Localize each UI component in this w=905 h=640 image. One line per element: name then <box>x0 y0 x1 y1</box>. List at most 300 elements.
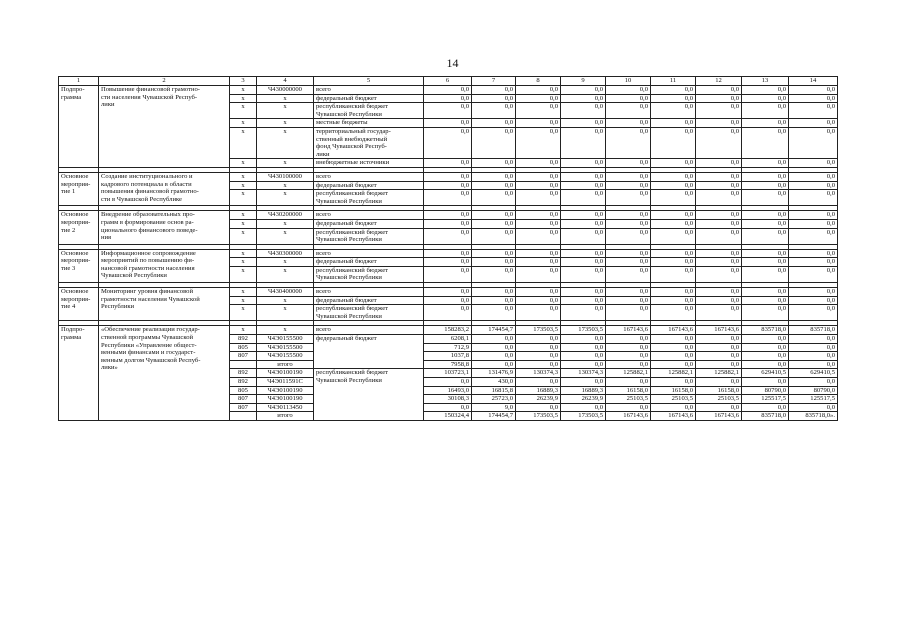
value-cell: 0,0 <box>742 172 789 181</box>
value-cell: 6208,1 <box>424 335 472 344</box>
value-cell: 0,0 <box>472 172 516 181</box>
column-number-header: 2 <box>99 77 230 86</box>
value-cell: 0,0 <box>606 127 651 158</box>
gov-code-cell: 807 <box>230 403 257 412</box>
value-cell: 0,0 <box>561 127 606 158</box>
value-cell: 0,0 <box>606 94 651 103</box>
value-cell: 0,0 <box>742 296 789 305</box>
value-cell: 0,0 <box>696 211 742 220</box>
gov-code-cell: х <box>230 266 257 282</box>
value-cell: 0,0 <box>472 228 516 244</box>
value-cell: 0,0 <box>742 86 789 95</box>
target-article-cell: х <box>257 127 314 158</box>
value-cell: 173503,5 <box>561 412 606 421</box>
target-article-cell: х <box>257 266 314 282</box>
target-article-cell: х <box>257 94 314 103</box>
column-number-header: 10 <box>606 77 651 86</box>
value-cell: 0,0 <box>606 190 651 206</box>
target-article-cell: Ч4Э0155500 <box>257 343 314 352</box>
target-article-cell: Ч4Э0155500 <box>257 335 314 344</box>
value-cell: 0,0 <box>472 211 516 220</box>
value-cell: 0,0 <box>516 360 561 369</box>
value-cell: 0,0 <box>696 86 742 95</box>
target-article-cell: х <box>257 103 314 119</box>
value-cell: 16158,0 <box>606 386 651 395</box>
value-cell: 30108,3 <box>424 395 472 404</box>
value-cell: 0,0 <box>789 94 838 103</box>
item-type-cell: Подпро- грамма <box>59 86 99 168</box>
value-cell: 167143,6 <box>606 326 651 335</box>
value-cell: 130374,3 <box>516 369 561 378</box>
value-cell: 0,0 <box>472 335 516 344</box>
item-type-cell: Основное мероприя- тие 1 <box>59 172 99 205</box>
value-cell: 26239,9 <box>561 395 606 404</box>
value-cell: 0,0 <box>789 378 838 387</box>
value-cell: 0,0 <box>789 343 838 352</box>
value-cell: 173503,5 <box>561 326 606 335</box>
column-number-header: 7 <box>472 77 516 86</box>
gov-code-cell <box>230 412 257 421</box>
value-cell: 0,0 <box>696 343 742 352</box>
value-cell: 0,0 <box>651 181 696 190</box>
target-article-cell: Ч4Э0100190 <box>257 395 314 404</box>
value-cell: 0,0 <box>606 378 651 387</box>
value-cell: 0,0 <box>606 211 651 220</box>
table-row <box>59 249 838 258</box>
column-number-header: 11 <box>651 77 696 86</box>
value-cell: 0,0 <box>561 211 606 220</box>
value-cell: 0,0 <box>606 335 651 344</box>
target-article-cell: Ч4Э0113450 <box>257 403 314 412</box>
value-cell: 0,0 <box>424 211 472 220</box>
value-cell: 0,0 <box>424 86 472 95</box>
value-cell: 0,0 <box>606 86 651 95</box>
value-cell: 0,0 <box>789 258 838 267</box>
value-cell: 0,0 <box>789 288 838 297</box>
value-cell: 130374,3 <box>561 369 606 378</box>
value-cell: 0,0 <box>742 360 789 369</box>
value-cell: 0,0 <box>651 288 696 297</box>
gov-code-cell: х <box>230 249 257 258</box>
value-cell: 0,0 <box>516 352 561 361</box>
value-cell: 0,0 <box>651 296 696 305</box>
item-type-cell: Основное мероприя- тие 2 <box>59 211 99 244</box>
value-cell: 25103,5 <box>651 395 696 404</box>
value-cell: 0,0 <box>561 172 606 181</box>
value-cell: 0,0 <box>424 181 472 190</box>
value-cell: 0,0 <box>606 119 651 128</box>
value-cell: 125882,1 <box>606 369 651 378</box>
value-cell: 0,0 <box>516 181 561 190</box>
value-cell: 0,0 <box>651 172 696 181</box>
gov-code-cell: х <box>230 181 257 190</box>
funding-source-cell: республиканский бюджет Чувашской Республики <box>314 305 424 321</box>
value-cell: 0,0 <box>742 249 789 258</box>
value-cell: 0,0 <box>651 127 696 158</box>
value-cell: 0,0 <box>742 403 789 412</box>
value-cell: 0,0 <box>696 378 742 387</box>
target-article-cell: итого <box>257 412 314 421</box>
value-cell: 0,0 <box>516 335 561 344</box>
value-cell: 16889,3 <box>516 386 561 395</box>
value-cell: 0,0 <box>651 219 696 228</box>
target-article-cell: Ч4Э0155500 <box>257 352 314 361</box>
value-cell: 0,0 <box>606 288 651 297</box>
value-cell: 835718,0». <box>789 412 838 421</box>
value-cell: 0,0 <box>606 305 651 321</box>
value-cell: 0,0 <box>561 159 606 168</box>
value-cell: 0,0 <box>696 249 742 258</box>
target-article-cell: х <box>257 119 314 128</box>
value-cell: 0,0 <box>516 378 561 387</box>
value-cell: 0,0 <box>516 249 561 258</box>
gov-code-cell: х <box>230 228 257 244</box>
target-article-cell: х <box>257 326 314 335</box>
value-cell: 0,0 <box>696 119 742 128</box>
value-cell: 167143,6 <box>696 412 742 421</box>
value-cell: 0,0 <box>651 119 696 128</box>
value-cell: 25723,0 <box>472 395 516 404</box>
gov-code-cell: х <box>230 219 257 228</box>
value-cell: 0,0 <box>472 190 516 206</box>
value-cell: 0,0 <box>789 403 838 412</box>
value-cell: 835718,0 <box>742 326 789 335</box>
gov-code-cell: 805 <box>230 386 257 395</box>
target-article-cell: х <box>257 296 314 305</box>
value-cell: 0,0 <box>472 219 516 228</box>
value-cell: 0,0 <box>472 288 516 297</box>
value-cell: 0,0 <box>606 249 651 258</box>
value-cell: 0,0 <box>606 103 651 119</box>
value-cell: 0,0 <box>424 305 472 321</box>
value-cell: 0,0 <box>696 228 742 244</box>
value-cell: 0,0 <box>516 211 561 220</box>
value-cell: 0,0 <box>696 296 742 305</box>
value-cell: 0,0 <box>742 352 789 361</box>
value-cell: 0,0 <box>424 190 472 206</box>
value-cell: 0,0 <box>424 378 472 387</box>
value-cell: 0,0 <box>651 352 696 361</box>
value-cell: 0,0 <box>696 360 742 369</box>
value-cell: 0,0 <box>561 296 606 305</box>
item-name-cell: Информационное сопровождение мероприятий по повышению фи- нансовой грамотности населения Чувашской Республики <box>99 249 230 282</box>
page-number: 14 <box>446 56 459 70</box>
value-cell: 0,0 <box>516 296 561 305</box>
value-cell: 0,0 <box>789 305 838 321</box>
value-cell: 0,0 <box>472 159 516 168</box>
value-cell: 0,0 <box>696 305 742 321</box>
gov-code-cell: х <box>230 296 257 305</box>
header-row <box>59 77 838 86</box>
gov-code-cell: х <box>230 86 257 95</box>
value-cell: 0,0 <box>651 266 696 282</box>
value-cell: 0,0 <box>424 94 472 103</box>
target-article-cell: Ч430300000 <box>257 249 314 258</box>
value-cell: 0,0 <box>789 211 838 220</box>
value-cell: 0,0 <box>516 258 561 267</box>
column-number-header: 1 <box>59 77 99 86</box>
value-cell: 0,0 <box>742 159 789 168</box>
value-cell: 0,0 <box>561 343 606 352</box>
value-cell: 0,0 <box>561 103 606 119</box>
value-cell: 0,0 <box>516 172 561 181</box>
value-cell: 0,0 <box>789 159 838 168</box>
gov-code-cell: х <box>230 159 257 168</box>
value-cell: 0,0 <box>472 103 516 119</box>
value-cell: 0,0 <box>424 258 472 267</box>
value-cell: 0,0 <box>606 343 651 352</box>
target-article-cell: Ч4Э011591С <box>257 378 314 387</box>
funding-source-cell: республиканский бюджет Чувашской Республики <box>314 103 424 119</box>
value-cell: 0,0 <box>651 190 696 206</box>
value-cell: 0,0 <box>424 103 472 119</box>
column-number-header: 12 <box>696 77 742 86</box>
value-cell: 16815,8 <box>472 386 516 395</box>
value-cell: 0,0 <box>651 305 696 321</box>
value-cell: 0,0 <box>696 181 742 190</box>
value-cell: 0,0 <box>696 103 742 119</box>
column-number-header: 5 <box>314 77 424 86</box>
funding-source-cell: всего <box>314 288 424 297</box>
table-row <box>59 288 838 297</box>
value-cell: 0,0 <box>696 335 742 344</box>
value-cell: 0,0 <box>651 249 696 258</box>
value-cell: 0,0 <box>742 228 789 244</box>
value-cell: 0,0 <box>424 228 472 244</box>
value-cell: 0,0 <box>742 190 789 206</box>
funding-source-cell: федеральный бюджет <box>314 258 424 267</box>
value-cell: 0,0 <box>651 94 696 103</box>
value-cell: 629410,5 <box>789 369 838 378</box>
value-cell: 167143,6 <box>651 412 696 421</box>
value-cell: 0,0 <box>651 228 696 244</box>
gov-code-cell: х <box>230 127 257 158</box>
value-cell: 0,0 <box>651 335 696 344</box>
funding-source-cell: всего <box>314 326 424 335</box>
value-cell: 0,0 <box>789 266 838 282</box>
value-cell: 0,0 <box>424 403 472 412</box>
value-cell: 0,0 <box>424 288 472 297</box>
value-cell: 0,0 <box>742 343 789 352</box>
target-article-cell: Ч430100000 <box>257 172 314 181</box>
column-number-header: 9 <box>561 77 606 86</box>
value-cell: 80790,0 <box>742 386 789 395</box>
value-cell: 0,0 <box>742 288 789 297</box>
value-cell: 0,0 <box>424 159 472 168</box>
value-cell: 0,0 <box>516 403 561 412</box>
value-cell: 167143,6 <box>606 412 651 421</box>
value-cell: 0,0 <box>606 296 651 305</box>
value-cell: 167143,6 <box>651 326 696 335</box>
gov-code-cell: 807 <box>230 352 257 361</box>
funding-source-cell: всего <box>314 172 424 181</box>
value-cell: 835718,0 <box>742 412 789 421</box>
funding-source-cell: республиканский бюджет Чувашской Республики <box>314 266 424 282</box>
value-cell: 0,0 <box>789 296 838 305</box>
value-cell: 0,0 <box>789 352 838 361</box>
value-cell: 0,0 <box>742 94 789 103</box>
value-cell: 0,0 <box>561 94 606 103</box>
value-cell: 0,0 <box>742 119 789 128</box>
item-name-cell: Мониторинг уровня финансовой грамотности населения Чувашской Республики <box>99 288 230 321</box>
value-cell: 0,0 <box>516 228 561 244</box>
target-article-cell: х <box>257 219 314 228</box>
value-cell: 0,0 <box>742 103 789 119</box>
value-cell: 0,0 <box>472 119 516 128</box>
gov-code-cell: х <box>230 288 257 297</box>
value-cell: 0,0 <box>789 360 838 369</box>
target-article-cell: х <box>257 258 314 267</box>
value-cell: 0,0 <box>561 352 606 361</box>
value-cell: 9,0 <box>472 403 516 412</box>
value-cell: 16158,0 <box>651 386 696 395</box>
value-cell: 0,0 <box>516 343 561 352</box>
target-article-cell: Ч4Э0100190 <box>257 369 314 378</box>
value-cell: 0,0 <box>651 258 696 267</box>
value-cell: 0,0 <box>742 305 789 321</box>
column-number-header: 6 <box>424 77 472 86</box>
item-type-cell: Подпро- грамма <box>59 326 99 421</box>
value-cell: 0,0 <box>789 119 838 128</box>
value-cell: 125882,1 <box>651 369 696 378</box>
value-cell: 0,0 <box>472 181 516 190</box>
value-cell: 430,0 <box>472 378 516 387</box>
gov-code-cell: х <box>230 119 257 128</box>
value-cell: 0,0 <box>472 352 516 361</box>
gov-code-cell: 807 <box>230 395 257 404</box>
gov-code-cell: х <box>230 326 257 335</box>
value-cell: 0,0 <box>561 258 606 267</box>
value-cell: 0,0 <box>561 360 606 369</box>
value-cell: 0,0 <box>472 296 516 305</box>
value-cell: 80790,0 <box>789 386 838 395</box>
value-cell: 0,0 <box>424 119 472 128</box>
table-row <box>59 86 838 95</box>
funding-source-cell: всего <box>314 249 424 258</box>
value-cell: 0,0 <box>606 403 651 412</box>
value-cell: 0,0 <box>424 172 472 181</box>
funding-source-cell: федеральный бюджет <box>314 335 424 369</box>
gov-code-cell: х <box>230 172 257 181</box>
value-cell: 0,0 <box>696 403 742 412</box>
value-cell: 0,0 <box>651 343 696 352</box>
value-cell: 0,0 <box>424 266 472 282</box>
value-cell: 0,0 <box>424 249 472 258</box>
value-cell: 0,0 <box>789 172 838 181</box>
funding-source-cell: территориальный государ- ственный внебюджетный фонд Чувашской Респуб- лики <box>314 127 424 158</box>
value-cell: 0,0 <box>516 127 561 158</box>
value-cell: 0,0 <box>696 159 742 168</box>
value-cell: 0,0 <box>696 127 742 158</box>
value-cell: 0,0 <box>651 86 696 95</box>
value-cell: 150324,4 <box>424 412 472 421</box>
funding-source-cell: республиканский бюджет Чувашской Республики <box>314 369 424 421</box>
value-cell: 0,0 <box>561 86 606 95</box>
funding-source-cell: федеральный бюджет <box>314 181 424 190</box>
table-row <box>59 172 838 181</box>
gov-code-cell: х <box>230 190 257 206</box>
value-cell: 0,0 <box>516 94 561 103</box>
funding-source-cell: местные бюджеты <box>314 119 424 128</box>
gov-code-cell: х <box>230 305 257 321</box>
value-cell: 0,0 <box>472 360 516 369</box>
funding-source-cell: федеральный бюджет <box>314 296 424 305</box>
value-cell: 0,0 <box>516 219 561 228</box>
value-cell: 0,0 <box>696 190 742 206</box>
table-row <box>59 211 838 220</box>
target-article-cell: Ч430400000 <box>257 288 314 297</box>
value-cell: 0,0 <box>516 305 561 321</box>
value-cell: 103723,1 <box>424 369 472 378</box>
value-cell: 0,0 <box>424 127 472 158</box>
gov-code-cell: х <box>230 211 257 220</box>
value-cell: 0,0 <box>696 352 742 361</box>
value-cell: 0,0 <box>696 172 742 181</box>
value-cell: 0,0 <box>789 190 838 206</box>
target-article-cell: х <box>257 159 314 168</box>
value-cell: 0,0 <box>742 258 789 267</box>
funding-source-cell: внебюджетные источники <box>314 159 424 168</box>
value-cell: 0,0 <box>472 127 516 158</box>
column-number-header: 3 <box>230 77 257 86</box>
value-cell: 0,0 <box>606 219 651 228</box>
value-cell: 0,0 <box>696 258 742 267</box>
funding-source-cell: республиканский бюджет Чувашской Республики <box>314 228 424 244</box>
value-cell: 0,0 <box>651 211 696 220</box>
value-cell: 174454,7 <box>472 326 516 335</box>
value-cell: 0,0 <box>561 335 606 344</box>
item-type-cell: Основное мероприя- тие 4 <box>59 288 99 321</box>
gov-code-cell: х <box>230 258 257 267</box>
target-article-cell: Ч430000000 <box>257 86 314 95</box>
value-cell: 0,0 <box>516 159 561 168</box>
value-cell: 0,0 <box>789 335 838 344</box>
value-cell: 173503,5 <box>516 326 561 335</box>
value-cell: 0,0 <box>424 219 472 228</box>
value-cell: 0,0 <box>561 181 606 190</box>
column-number-header: 8 <box>516 77 561 86</box>
target-article-cell: Ч4Э0100190 <box>257 386 314 395</box>
value-cell: 0,0 <box>651 403 696 412</box>
value-cell: 0,0 <box>561 190 606 206</box>
gov-code-cell: 892 <box>230 378 257 387</box>
target-article-cell: х <box>257 181 314 190</box>
value-cell: 174454,7 <box>472 412 516 421</box>
value-cell: 0,0 <box>789 249 838 258</box>
value-cell: 1037,8 <box>424 352 472 361</box>
value-cell: 0,0 <box>606 266 651 282</box>
value-cell: 16158,0 <box>696 386 742 395</box>
value-cell: 0,0 <box>651 378 696 387</box>
value-cell: 0,0 <box>789 103 838 119</box>
value-cell: 0,0 <box>789 228 838 244</box>
value-cell: 0,0 <box>789 127 838 158</box>
value-cell: 0,0 <box>472 86 516 95</box>
value-cell: 0,0 <box>742 181 789 190</box>
value-cell: 0,0 <box>742 211 789 220</box>
value-cell: 0,0 <box>472 343 516 352</box>
value-cell: 0,0 <box>742 127 789 158</box>
value-cell: 0,0 <box>472 266 516 282</box>
funding-source-cell: федеральный бюджет <box>314 219 424 228</box>
value-cell: 0,0 <box>696 94 742 103</box>
value-cell: 125882,1 <box>696 369 742 378</box>
value-cell: 25103,5 <box>606 395 651 404</box>
value-cell: 158283,2 <box>424 326 472 335</box>
target-article-cell: Ч430200000 <box>257 211 314 220</box>
target-article-cell: х <box>257 190 314 206</box>
value-cell: 0,0 <box>742 219 789 228</box>
